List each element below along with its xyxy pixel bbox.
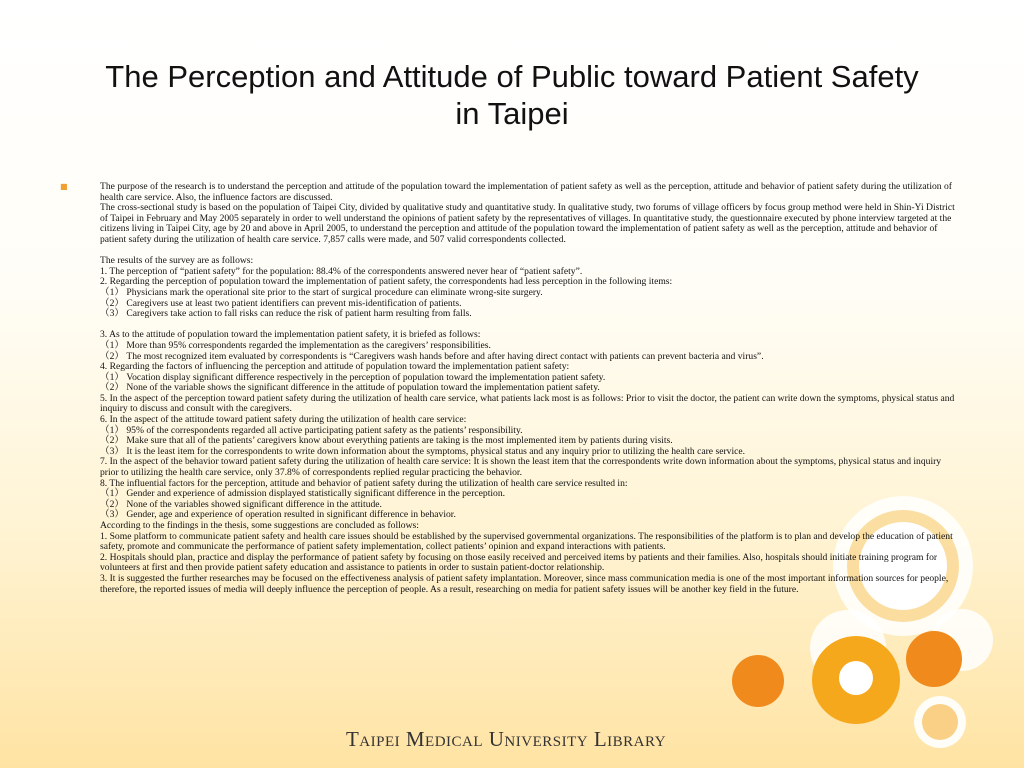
body-line: 1. The perception of “patient safety” for the population: 88.4% of the correspondents answered never hear of “patient safety”. — [100, 265, 583, 277]
body-line: （2） None of the variables showed significant difference in the attitude. — [100, 498, 382, 510]
orange-dot-small — [732, 655, 784, 707]
body-line: （2） The most recognized item evaluated by correspondents is “Caregivers wash hands before and after having direct contact with patients can prevent bacteria and virus”. — [100, 350, 764, 362]
body-line: The results of the survey are as follows: — [100, 255, 254, 267]
title-line-2: in Taipei — [455, 96, 569, 131]
body-line: （1） Physicians mark the operational site prior to the start of surgical procedure can eliminate wrong-site surgery. — [100, 286, 543, 298]
body-line: 2. Regarding the perception of population toward the implementation of patient safety, the correspondents had less perception in the following items: — [100, 276, 673, 288]
body-line: （1） Vocation display significant difference respectively in the perception of population toward the implementation patient safety. — [100, 371, 606, 383]
body-line: The cross-sectional study is based on the population of Taipei City, divided by qualitative study and quantitative study. In qualitative study, two forums of village officers by focus group method were held in Shin-Yi District of Taipei in February and May 2005 separately in order to well understand the opinions of patient safety by the representatives of villages. In quantitative study, the questionnaire executed by phone interview targeted at the citizens living in Taipei City, age by 20 and above in April 2005, to understand the perception and attitude of the population toward the implementation of patient safety as well as the perception, attitude and behavior of patient safety during the utilization of health care service. 7,857 calls were made, and 507 valid correspondents collected. — [100, 202, 955, 245]
body-line: 6. In the aspect of the attitude toward patient safety during the utilization of health care service: — [100, 414, 467, 426]
body-line: （2） None of the variable shows the significant difference in the attitude of population toward the implementation patient safety. — [100, 382, 600, 394]
orange-dot-right — [906, 631, 962, 687]
body-line: （3） Gender, age and experience of operation resulted in significant difference in behavior. — [100, 509, 456, 521]
body-line: 8. The influential factors for the perception, attitude and behavior of patient safety during the utilization of health care service resulted in: — [100, 477, 628, 489]
square-bullet-icon: ■ — [60, 182, 68, 191]
white-dot-mid — [839, 661, 873, 695]
title-line-1: The Perception and Attitude of Public toward Patient Safety — [105, 59, 919, 94]
body-line: 3. As to the attitude of population toward the implementation patient safety, it is briefed as follows: — [100, 329, 481, 341]
body-line: （1） 95% of the correspondents regarded all active participating patient safety as the patients’ responsibility. — [100, 424, 523, 436]
body-text — [100, 182, 962, 595]
body-line: 3. It is suggested the further researches may be focused on the effectiveness analysis of patient safety implantation. Moreover, since mass communication media is one of the most important information sources for people, therefore, the reported issues of media will deeply influence the perception of people. As a result, researching on media for patient safety issues will be another key field in the future. — [100, 572, 949, 595]
footer-library-name: Taipei Medical University Library — [345, 727, 667, 751]
body-line: 7. In the aspect of the behavior toward patient safety during the utilization of health care service: It is shown the least item that the correspondents write down information about the symptoms, physical status and inquiry prior to utilizing the health care service, only 37.8% of correspondents replied regular practicing the behavior. — [100, 456, 942, 479]
orange-ring-bottom — [922, 704, 958, 740]
body-line: 1. Some platform to communicate patient safety and health care issues should be established by the supervised governmental organizations. The responsibilities of the platform is to plan and develop the education of patient safety, promote and communicate the performance of patient safety implementation, collect patients’ opinion and expand interactions with patients. — [100, 530, 953, 553]
body-line: According to the findings in the thesis, some suggestions are concluded as follows: — [100, 520, 419, 531]
body-line: （2） Caregivers use at least two patient identifiers can prevent mis-identification of patients. — [100, 297, 462, 309]
body-line: 5. In the aspect of the perception toward patient safety during the utilization of health care service, what patients lack most is as follows: Prior to visit the doctor, the patient can write down the symptoms, physical status and inquiry to discuss and consult with the caregivers. — [100, 392, 955, 415]
body-line: 2. Hospitals should plan, practice and display the performance of patient safety by focusing on those easily received and perceived items by patients and their families. Also, hospitals should initiate training program for volunteers at first and then provide patient safety education and assistance to patients in order to sustain patient-doctor relationship. — [100, 551, 938, 574]
body-line: （3） Caregivers take action to fall risks can reduce the risk of patient harm resulting from falls. — [100, 308, 472, 320]
slide-title — [40, 58, 984, 132]
body-line: （1） Gender and experience of admission displayed statistically significant difference in the perception. — [100, 488, 506, 500]
body-line: The purpose of the research is to understand the perception and attitude of the population toward the implementation of patient safety as well as the perception, attitude and behavior of patient safety during the utilization of health care service. Also, the influence factors are discussed. — [100, 181, 952, 203]
body-line: （3） It is the least item for the correspondents to write down information about the symptoms, physical status and any inquiry prior to utilizing the health care service. — [100, 445, 746, 457]
body-line: （1） More than 95% correspondents regarded the implementation as the caregivers’ responsibilities. — [100, 339, 491, 351]
body-line: （2） Make sure that all of the patients’ caregivers know about everything patients are taking is the most implemented item by patients during visits. — [100, 435, 673, 447]
body-line: 4. Regarding the factors of influencing the perception and attitude of population toward the implementation patient safety: — [100, 361, 570, 373]
